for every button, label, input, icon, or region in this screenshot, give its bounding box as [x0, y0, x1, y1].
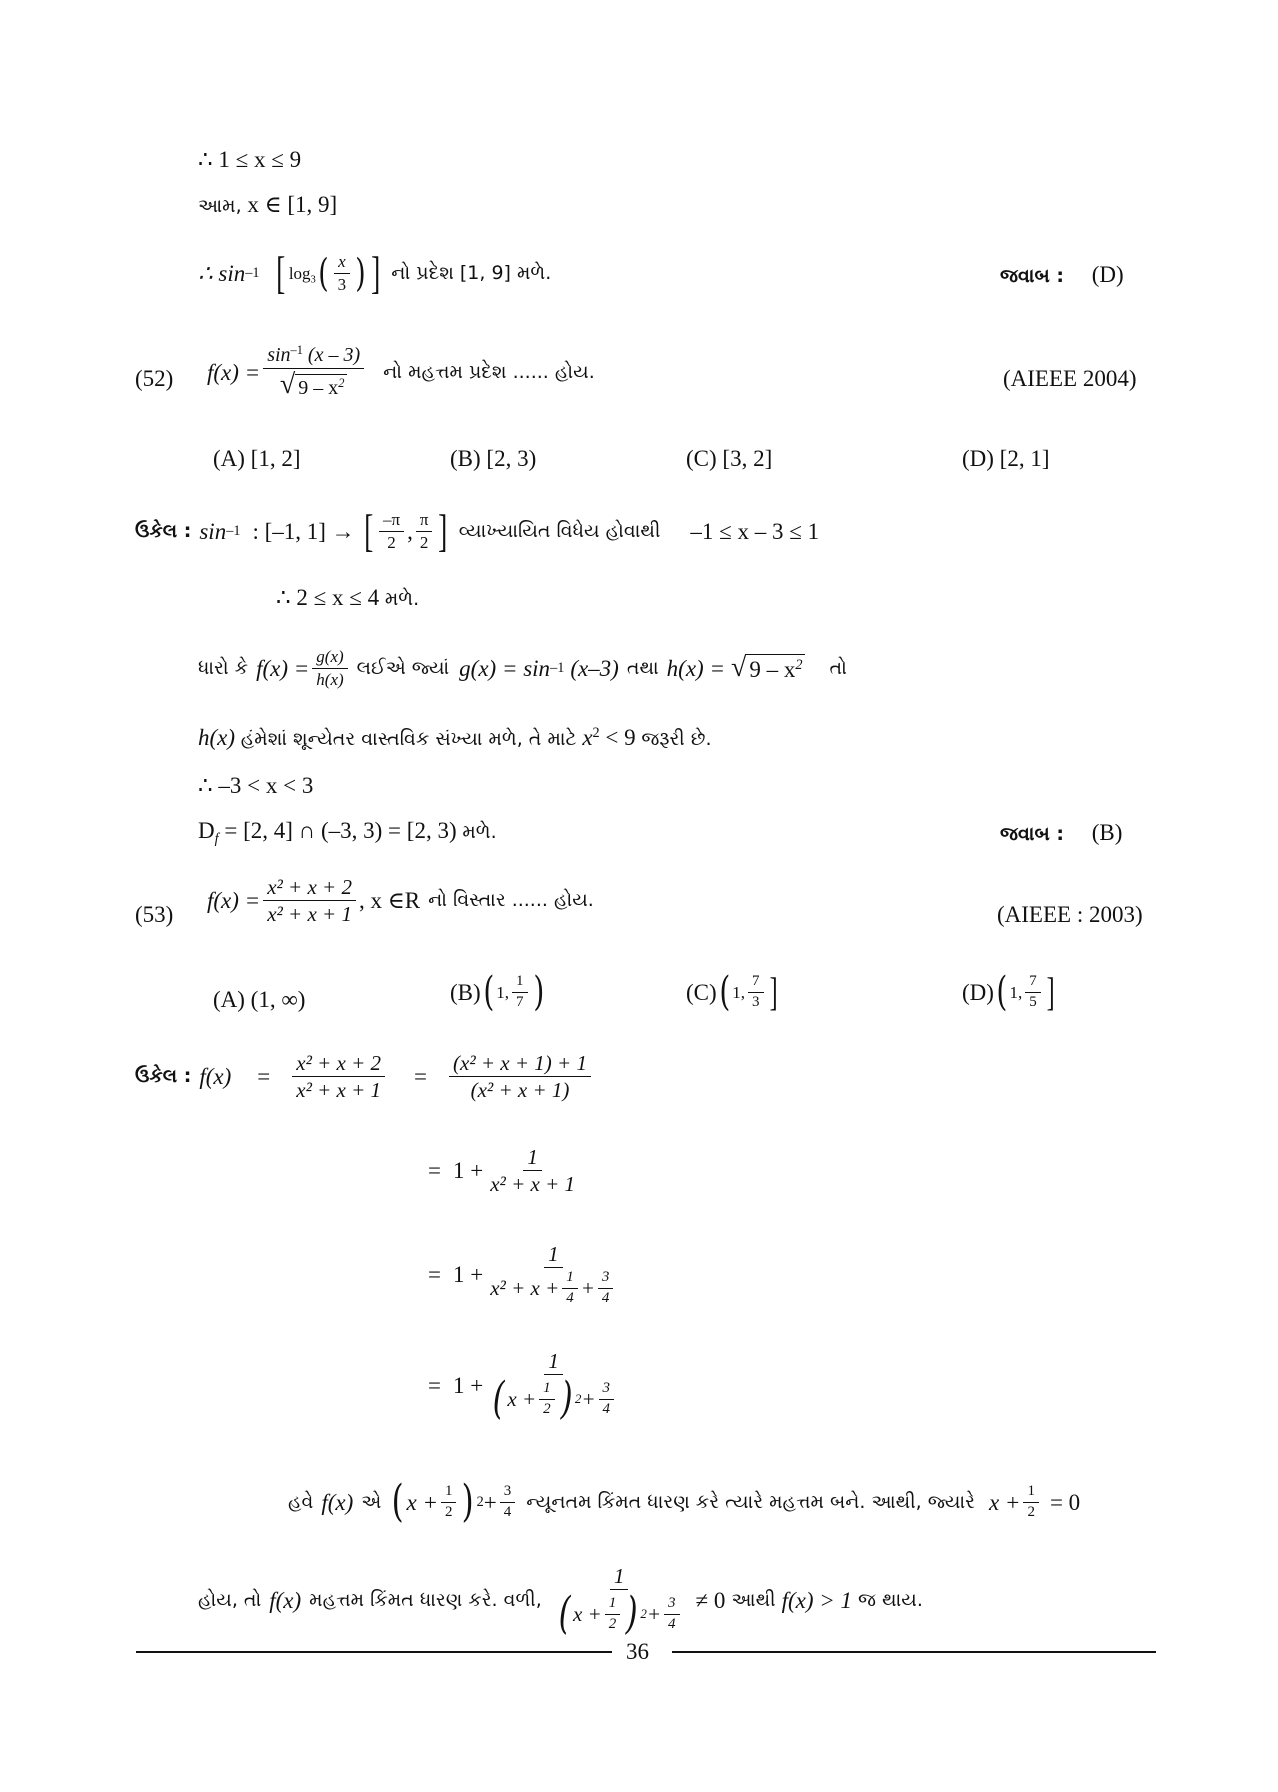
q53-solution-step-1: ઉકેલ : f(x) = $\frac{\text{x² + x + 2}}{\text{x² + x + 1}}$ = $\frac{\text{(x² + x + 1) + 1}}{\text{(x² + x + 1)}}$: [135, 1052, 594, 1101]
intro-line-1: ∴ 1 ≤ x ≤ 9: [198, 147, 302, 172]
q53-option-a: (A) (1, ∞): [213, 987, 306, 1012]
page-number: 36: [626, 1639, 649, 1664]
footer-rule-right: [672, 1651, 1156, 1653]
q53-source: (AIEEE : 2003): [997, 902, 1143, 927]
q53-paragraph-1: હવે f(x) એ ( x + $\frac{1}{2}$ ) 2 + $\frac{3}{4}$ ન્યૂનતમ કિંમત ધારણ કરે ત્યારે મહત્તમ બને. આથી, જ્યારે x + $\frac{1}{2}$ = 0: [288, 1476, 1081, 1527]
q52-source: (AIEEE 2004): [1003, 366, 1137, 391]
q52-option-c: (C) [3, 2]: [686, 446, 773, 471]
q53-paragraph-2: હોય, તો f(x) મહત્તમ કિંમત ધારણ કરે. વળી, 1 ( x + $\frac{1}{2}$ ) 2 + $\frac{3}{4}$ ≠ 0 આથી f(x) > 1 જ થાય.: [198, 1564, 923, 1640]
q52-solution-line-4: h(x) હંમેશાં શૂન્યેતર વાસ્તવિક સંખ્યા મળે, તે માટે $x^2 < 9$ જરૂરી છે.: [198, 725, 712, 750]
q52-option-d: (D) [2, 1]: [962, 446, 1050, 471]
q53-number: (53): [135, 902, 174, 927]
q52-answer: જવાબ : (B): [1000, 820, 1123, 845]
intro-line-2: આમ, x ∈ [1, 9]: [198, 192, 338, 217]
q53-solution-step-2: = 1 + $\frac{1}{\text{x² + x + 1}}$: [428, 1145, 575, 1197]
q53-solution-step-4: = 1 + 1 ( x + $\frac{1}{2}$ ) 2 + $\frac{3}{4}$: [428, 1350, 624, 1421]
footer-rule-left: [136, 1651, 612, 1653]
intro-line-3: ∴ sin –1 [ $\log_3$ ( $\frac{x}{3}$ ) ] નો પ્રદેશ [1, 9] મળે.: [198, 247, 552, 298]
q52-solution-line-1: ઉકેલ : sin –1 : [–1, 1] → [ $\frac{-\pi}{2}$ , $\frac{\pi}{2}$ ] વ્યાખ્યાયિત વિધેય હોવાથી –1 ≤ x – 3 ≤ 1: [135, 505, 820, 556]
q52-option-b: (B) [2, 3): [450, 446, 537, 471]
intro-fraction: $\frac{x}{3}$: [334, 253, 351, 294]
q52-fraction: $\sin^{-1} (x - 3)$ √ $9 - x^2$: [263, 345, 364, 399]
q53-expression: f(x) = $\frac{\text{x² + x + 2}}{\text{x² + x + 1}}$ , x ∈R નો વિસ્તાર ...... હોય.: [207, 875, 594, 927]
q52-option-a: (A) [1, 2]: [213, 446, 301, 471]
q53-fraction: $\frac{\text{x² + x + 2}}{\text{x² + x + 1}}$: [263, 876, 356, 925]
q53-solution-step-3: = 1 + 1 x² + x + $\frac{1}{4}$ + $\frac{3}{4}$: [428, 1243, 623, 1307]
q52-solution-line-3: ધારો કે f(x) = $\frac{g(x)}{h(x)}$ લઈએ જ્યાં g(x) = sin –1 (x–3) તથા h(x) = √ $9 - x^2$ તો: [198, 647, 847, 689]
q52-number: (52): [135, 366, 174, 391]
q52-solution-line-2: ∴ 2 ≤ x ≤ 4 મળે.: [276, 585, 420, 610]
intro-answer: જવાબ : (D): [1000, 262, 1124, 287]
q52-solution-line-5: ∴ –3 < x < 3: [198, 773, 314, 798]
q52-solution-line-6: $D_f = [2$, 4] ∩ (–3, 3) = [2, 3) મળે.: [198, 818, 497, 847]
q53-option-b: (B) ( 1, $\frac{1}{7}$ ): [450, 969, 544, 1015]
q52-expression: f(x) = $\sin^{-1} (x - 3)$ √ $9 - x^2$ નો મહત્તમ પ્રદેશ ...... હોય.: [207, 343, 595, 400]
q53-option-d: (D) ( 1, $\frac{7}{5}$ ]: [962, 969, 1055, 1015]
q53-option-c: (C) ( 1, $\frac{7}{3}$ ]: [686, 969, 778, 1015]
